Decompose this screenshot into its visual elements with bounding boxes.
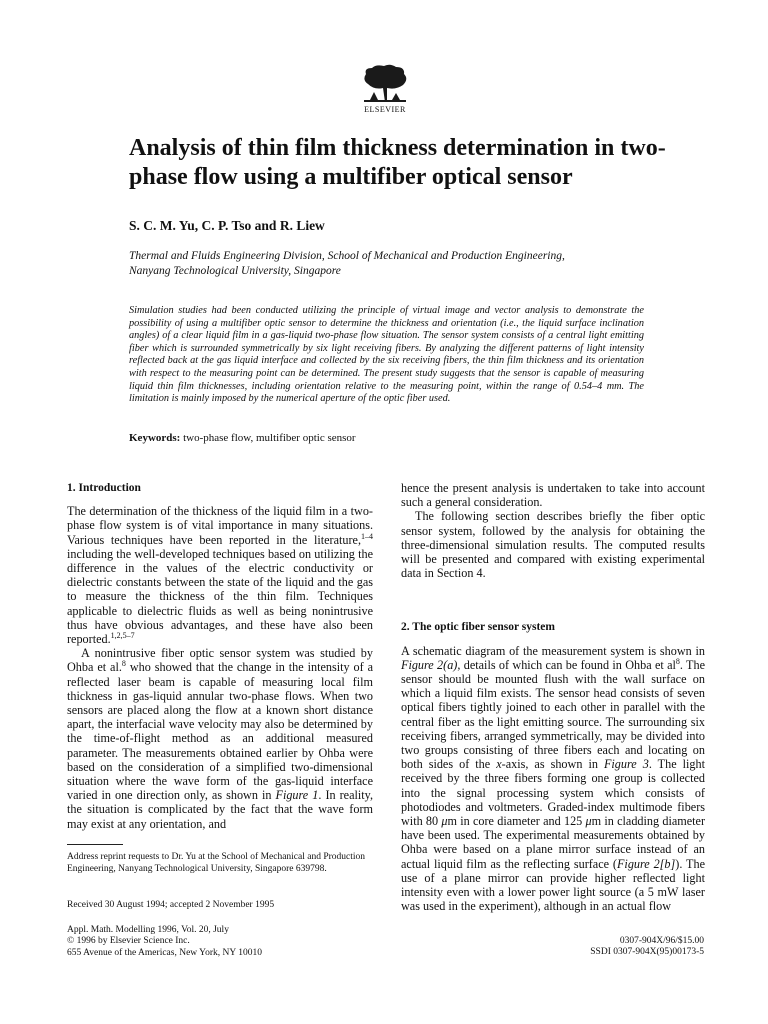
right-column — [401, 481, 705, 913]
intro-continuation: hence the present analysis is undertaken to take into account such a general consideration. — [401, 481, 705, 510]
affiliation-line-1: Thermal and Fluids Engineering Division, School of Mechanical and Production Engineering, — [129, 250, 565, 262]
figure-3-reference: Figure 3 — [603, 757, 649, 772]
mu-symbol: μ — [441, 814, 448, 829]
affiliation-line-2: Nanyang Technological University, Singapore — [129, 265, 341, 277]
sensor-p1-d: -axis, as shown in — [501, 757, 604, 772]
publisher-name: ELSEVIER — [364, 105, 406, 114]
authors: S. C. M. Yu, C. P. Tso and R. Liew — [129, 218, 325, 233]
abstract: Simulation studies had been conducted utilizing the principle of virtual image and vector analysis to demonstrate the possibility of using a multifiber optic sensor to determine the thickness and orientation (i.e., the liquid surface inclination angles) of a clear liquid film in a gas-liquid two-phase flow situation. The sensor system consists of a central light emitting fiber which is surrounded symmetrically by six light receiving fibers. By analyzing the different patterns of light intensity reflected back at the gas liquid interface and collected by the six receiving fibers, the thin film thickness and its orientation with respect to the measuring point can be determined. The present study suggests that the sensor is capable of measuring liquid thin film thicknesses, including orientation relative to the measuring point, within the range of 0.54–4 mm. The limitation is mainly imposed by the numerical aperture of the optic fiber used. — [129, 305, 644, 405]
sensor-p1-a: A schematic diagram of the measurement system is shown in — [401, 643, 705, 658]
sensor-p1-ref: 8 — [675, 656, 680, 666]
sensor-p1-g: m in cladding diameter have been used. The experimental measurements obtained by Ohba were based on a plane mirror surface instead of an actual liquid film as the reflecting surface ( — [401, 814, 705, 871]
affiliation — [129, 249, 689, 279]
intro-paragraph-1 — [67, 504, 373, 646]
elsevier-tree-icon — [360, 64, 410, 104]
keywords — [129, 432, 356, 444]
section-heading-sensor-system: 2. The optic fiber sensor system — [401, 621, 555, 634]
figure-2a-reference: Figure 2(a) — [401, 657, 458, 672]
intro-p1-ref: 1–4 — [361, 531, 373, 541]
intro-paragraph-3: The following section describes briefly the fiber optic sensor system, followed by the analysis for obtaining the three-dimensional simulation results. The computed results will be presented and compared with existing experimental data in Section 4. — [401, 509, 705, 581]
journal-line-3: 655 Avenue of the Americas, New York, NY 10010 — [67, 947, 262, 958]
ssdi-code: SSDI 0307-904X(95)00173-5 — [590, 947, 704, 958]
sensor-p1-h: ). The use of a plane mirror can provide higher reflected light intensity even with a lower power light source (a 5 mW laser was used in the experiment), although in an actual flow — [401, 856, 705, 914]
publisher-logo — [358, 64, 412, 114]
paper-title: Analysis of thin film thickness determination in two-phase flow using a multifiber optical sensor — [129, 135, 666, 190]
mu-symbol-2: μ — [585, 814, 592, 829]
footnote-divider — [67, 844, 123, 845]
intro-p1-rest: including the well-developed techniques based on utilizing the difference in the values of the electric conductivity or dielectric constants between the state of the liquid and the gas to measure the thickness of the thin film. Techniques applicable to dielectric fluids as well as being nonintrusive thus have obvious advantages, and these have also been reported. — [67, 546, 373, 647]
x-axis-symbol: x — [496, 757, 502, 772]
keywords-label: Keywords: — [129, 432, 181, 444]
figure-1-reference: Figure 1 — [275, 788, 319, 803]
sensor-p1-c: . The sensor should be mounted flush with the wall surface on which a liquid film exists. The sensor head consists of seven optical fibers tightly joined to each other in parallel with the central fiber as the light emitting source. The surrounding six receiving fibers, arranged symmetrically, may be divided into two groups consisting of three fibers each and locating on both sides of the — [401, 657, 706, 772]
left-column — [67, 481, 373, 831]
sensor-p1-b: , details of which can be found in Ohba et al — [457, 657, 676, 672]
section-heading-introduction: 1. Introduction — [67, 482, 141, 494]
received-dates: Received 30 August 1994; accepted 2 November 1995 — [67, 900, 275, 910]
intro-p2-text-b: who showed that the change in the intensity of a reflected laser beam is capable of measuring local film thickness in gas-liquid annular two-phase flows. When two sensors are placed along the flow at a known short distance apart, the interfacial wave velocity may also be determined by the time-of-flight method as an additional measured parameter. The measurements obtained earlier by Ohba were based on the consideration of a simplified two-dimensional situation where the wave form of the gas-liquid interface varied in one direction only, as shown in — [67, 660, 373, 803]
journal-line-2: © 1996 by Elsevier Science Inc. — [67, 936, 190, 947]
figure-2b-reference: Figure 2[b] — [616, 856, 676, 871]
journal-line-1: Appl. Math. Modelling 1996, Vol. 20, July — [67, 925, 229, 935]
keywords-value: two-phase flow, multifiber optic sensor — [183, 432, 356, 444]
issn-code: 0307-904X/96/$15.00 — [619, 936, 704, 946]
sensor-p1-f: m in core diameter and 125 — [447, 814, 586, 829]
intro-p2-text-a: A nonintrusive fiber optic sensor system was studied by Ohba et al. — [67, 646, 373, 675]
intro-p1-ref-2: 1,2,5–7 — [110, 630, 135, 640]
correspondence-footnote: Address reprint requests to Dr. Yu at the School of Mechanical and Production Engineering, Nanyang Technological University, Singapore 639798. — [67, 852, 366, 874]
article-codes — [590, 936, 704, 959]
sensor-p1-e: . The light received by the three fibers forming one group is collected into the signal processing system which consists of photodiodes and voltmeters. Graded-index multimode fibers with 80 — [401, 757, 705, 829]
journal-info — [67, 925, 387, 959]
intro-p1-text: The determination of the thickness of the liquid film in a two-phase flow system is of vital importance in many situations. Various techniques have been reported in the literature, — [67, 504, 373, 547]
sensor-paragraph-1 — [401, 644, 705, 914]
intro-p2-text-c: . In reality, the situation is complicated by the fact that the wave form may exist at any orientation, and — [67, 788, 374, 831]
intro-paragraph-2 — [67, 646, 373, 831]
intro-p2-ref: 8 — [121, 659, 126, 669]
